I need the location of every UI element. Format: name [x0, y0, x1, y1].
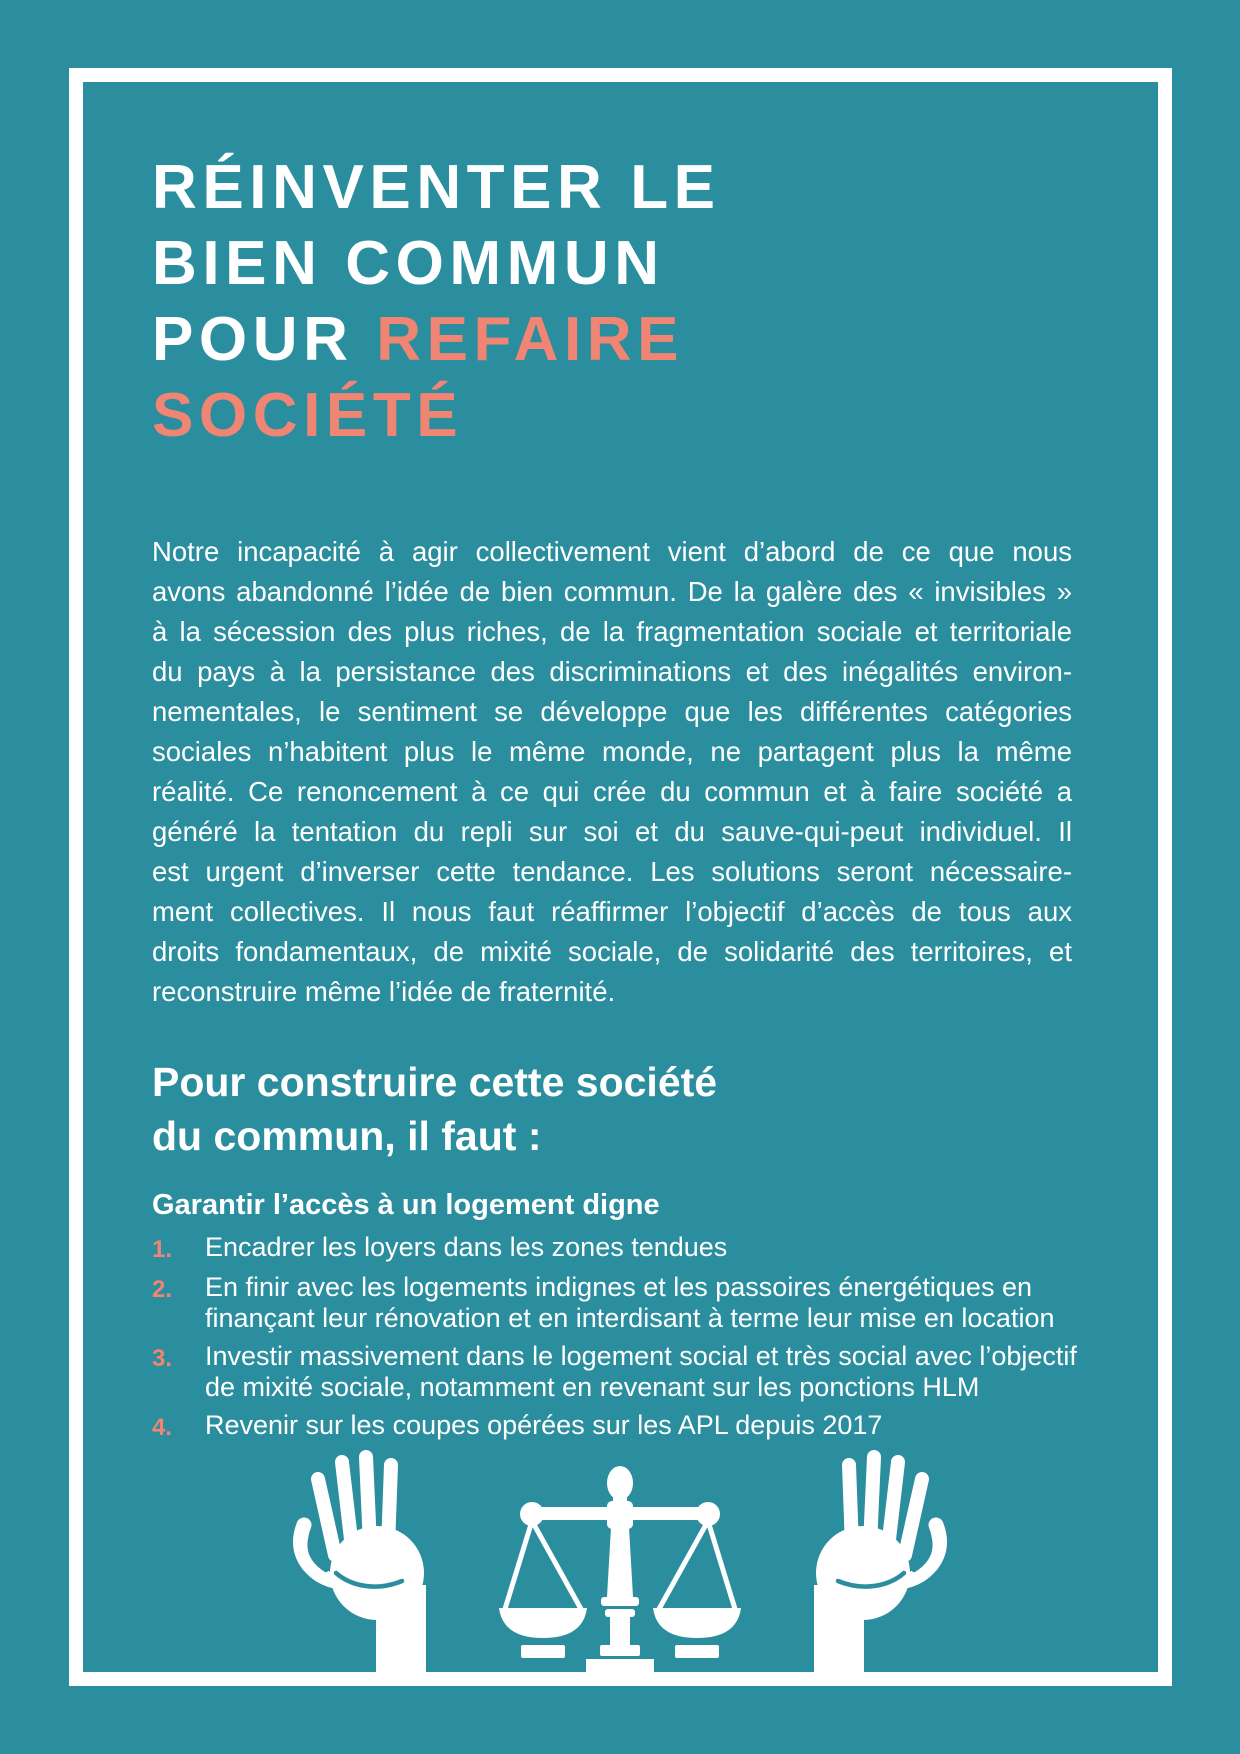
intro-line: ment collectives. Il nous faut réaffirmer l’objectif d’accès de tous aux [152, 896, 1072, 927]
title-line-3 [152, 302, 721, 378]
intro-line: généré la tentation du repli sur soi et du sauve-qui-peut individuel. Il [152, 816, 1072, 847]
intro-line: avons abandonné l’idée de bien commun. De la galère des « invisibles » [152, 576, 1072, 607]
title-line-1: RÉINVENTER LE [152, 153, 721, 222]
item-text: Revenir sur les coupes opérées sur les APL depuis 2017 [205, 1410, 883, 1440]
intro-line: à la sécession des plus riches, de la fragmentation sociale et territoriale [152, 616, 1072, 647]
section-subheading: Garantir l’accès à un logement digne [152, 1189, 660, 1221]
open-hand-right-icon [814, 1457, 939, 1672]
title-line-2: BIEN COMMUN [152, 229, 665, 298]
item-text: Encadrer les loyers dans les zones tendues [205, 1232, 728, 1262]
item-number: 4. [152, 1414, 173, 1441]
list-item-3 [152, 1341, 1077, 1403]
section-heading-line-1: Pour construire cette société [152, 1059, 718, 1105]
item-number: 1. [152, 1236, 173, 1263]
item-number: 2. [152, 1276, 173, 1303]
item-number: 3. [152, 1345, 173, 1372]
title-accent-refaire: REFAIRE [376, 305, 685, 374]
illustration [260, 1445, 980, 1672]
section-heading [152, 1055, 717, 1163]
scales-of-justice-icon [499, 1466, 741, 1672]
title-accent-societe: SOCIÉTÉ [152, 381, 464, 450]
intro-line: droits fondamentaux, de mixité sociale, de solidarité des territoires, et [152, 936, 1072, 967]
intro-paragraph [152, 532, 1072, 1012]
intro-line: réalité. Ce renoncement à ce qui crée du commun et à faire société a [152, 776, 1072, 807]
open-hand-left-icon [301, 1457, 426, 1672]
intro-line: nementales, le sentiment se développe que les différentes catégories [152, 696, 1072, 727]
intro-line: du pays à la persistance des discriminations et des inégalités environ- [152, 656, 1072, 687]
intro-line: sociales n’habitent plus le même monde, ne partagent plus la même [152, 736, 1072, 767]
demands-list [152, 1232, 1077, 1450]
list-item-4 [152, 1410, 1077, 1443]
intro-line: reconstruire même l’idée de fraternité. [152, 976, 616, 1007]
list-item-2 [152, 1272, 1077, 1334]
intro-line: est urgent d’inverser cette tendance. Les solutions seront nécessaire- [152, 856, 1072, 887]
item-text: Investir massivement dans le logement social et très social avec l’objectif de mixité sociale, notamment en revenant sur les ponctions HLM [205, 1341, 1077, 1402]
title-pour: POUR [152, 305, 377, 374]
item-text: En finir avec les logements indignes et les passoires énergétiques en finançant leur rénovation et en interdisant à terme leur mise en location [205, 1272, 1055, 1333]
section-heading-line-2: du commun, il faut : [152, 1113, 542, 1159]
intro-line: Notre incapacité à agir collectivement vient d’abord de ce que nous [152, 536, 1072, 567]
list-item-1 [152, 1232, 1077, 1265]
page-title [152, 150, 721, 454]
